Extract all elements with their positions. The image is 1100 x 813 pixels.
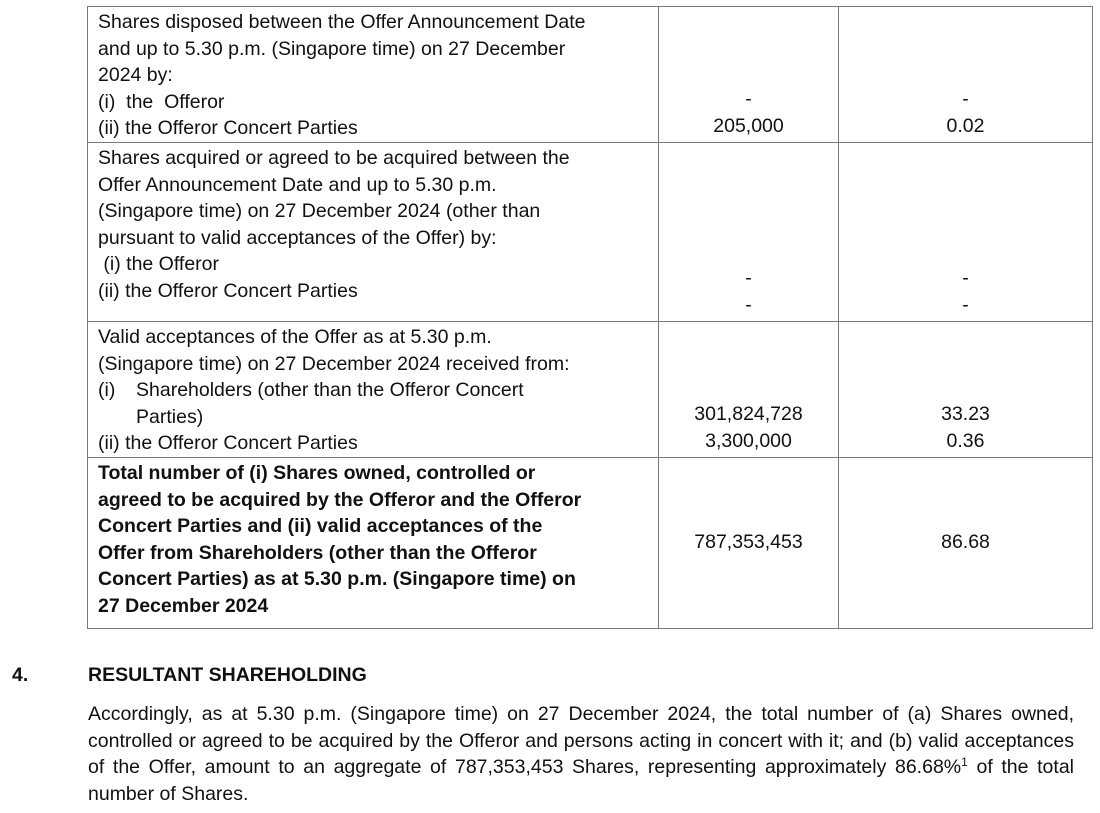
text-line: Total number of (i) Shares owned, controlled or [98,461,536,484]
percent-value: 0.02 [946,115,985,138]
percent-cell [839,457,1093,628]
section-title: RESULTANT SHAREHOLDING [88,664,367,686]
row-description [88,457,659,628]
table-row-total [88,457,1093,628]
body-text: Accordingly, as at 5.30 p.m. (Singapore time) on 27 December 2024, the total number of (a) Shares owned, controlled or agreed to be acquired by the Offeror and persons acting in concert with it; and (b) valid acceptances of the Offer, amount to an aggregate of 787,353,453 Shares, representing approximately 86.68% [88,703,1074,779]
text-line: (ii) the Offeror Concert Parties [98,432,358,455]
shares-cell [659,142,839,321]
text-line: (ii) the Offeror Concert Parties [98,117,358,140]
footnote-mark: 1 [961,755,968,770]
text-line: Valid acceptances of the Offer as at 5.30 p.m. [98,325,492,348]
row-description [88,321,659,457]
row-description [88,7,659,143]
percent-value: 0.36 [946,430,985,453]
text-line: (Singapore time) on 27 December 2024 received from: [98,352,570,375]
text-line: 27 December 2024 [98,594,269,617]
shares-cell [659,7,839,143]
shareholding-table [87,6,1093,629]
section-number: 4. [12,664,29,686]
shares-value: 3,300,000 [705,430,792,453]
percent-value: - [962,266,969,289]
text-line: (i) the Offeror [98,90,225,113]
list-item [98,377,650,404]
text-line: Concert Parties) as at 5.30 p.m. (Singapore time) on [98,568,576,591]
item-label: (i) [98,379,116,402]
body-text-end: of the total number of Shares. [88,756,1075,805]
percent-value: 86.68 [941,531,990,554]
text-line: Shares disposed between the Offer Announcement Date [98,11,586,33]
item-text: Shareholders (other than the Offeror Concert [136,379,524,402]
shares-value: - [745,266,752,289]
text-line: (i) the Offeror [98,253,220,276]
percent-cell [839,142,1093,321]
section-body [88,701,1074,807]
shares-cell [659,457,839,628]
shares-value: 205,000 [713,115,784,138]
percent-cell [839,321,1093,457]
text-line: 2024 by: [98,64,173,87]
shares-value: - [745,294,752,317]
text-line: agreed to be acquired by the Offeror and the Offeror [98,488,582,511]
shares-value: - [745,87,752,110]
table-row-acquired [88,142,1093,321]
shares-cell [659,321,839,457]
table-row-disposed [88,7,1093,143]
text-line: Offer from Shareholders (other than the Offeror [98,541,537,564]
percent-cell [839,7,1093,143]
percent-value: - [962,87,969,110]
percent-value: 33.23 [941,402,990,425]
shares-value: 787,353,453 [694,531,803,554]
text-line: pursuant to valid acceptances of the Offer) by: [98,226,497,249]
text-line: (ii) the Offeror Concert Parties [98,279,358,302]
percent-value: - [962,294,969,317]
row-description [88,142,659,321]
text-line: Concert Parties and (ii) valid acceptances of the [98,515,543,538]
text-line: and up to 5.30 p.m. (Singapore time) on 27 December [98,37,566,60]
table-row-acceptances [88,321,1093,457]
text-line: Shares acquired or agreed to be acquired between the [98,146,570,169]
item-continuation: Parties) [136,405,204,428]
text-line: (Singapore time) on 27 December 2024 (other than [98,200,541,223]
shares-value: 301,824,728 [694,402,803,425]
text-line: Offer Announcement Date and up to 5.30 p.m. [98,173,497,196]
